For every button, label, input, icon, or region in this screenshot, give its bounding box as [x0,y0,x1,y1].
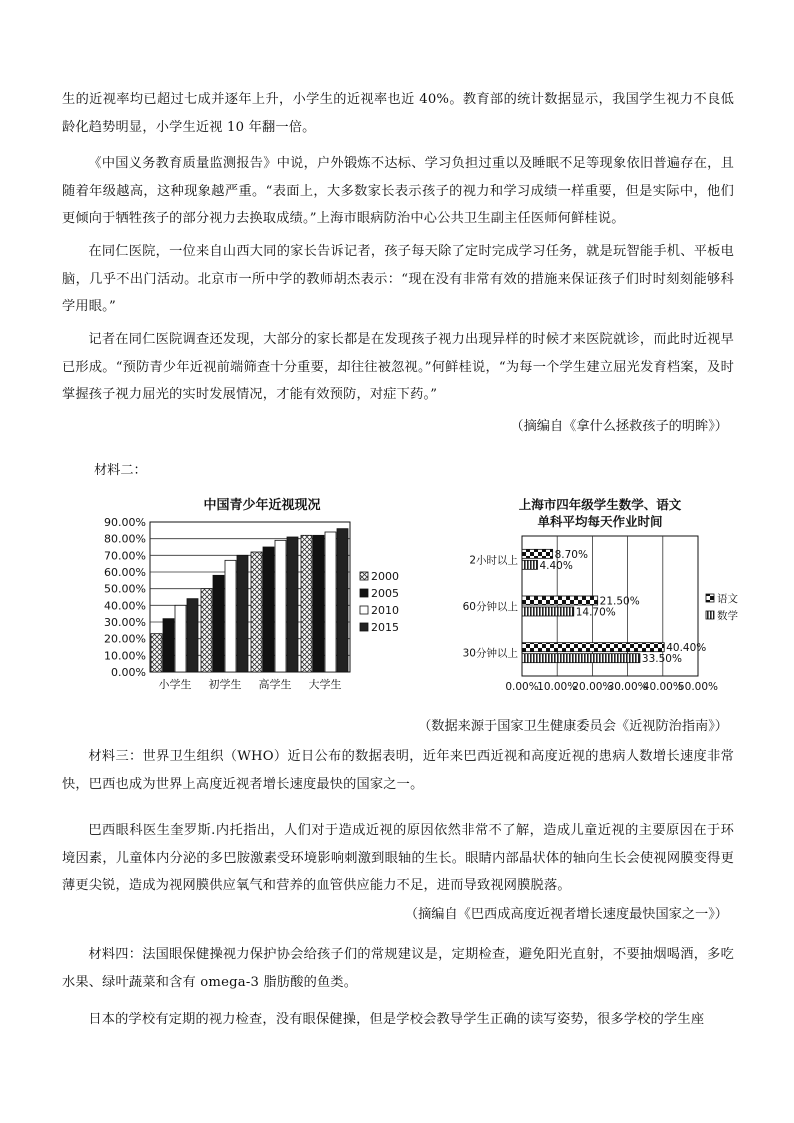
paragraph-2: 《中国义务教育质量监测报告》中说，户外锻炼不达标、学习负担过重以及睡眠不足等现象依旧普遍存在，且随着年级越高，这种现象越严重。“表面上，大多数家长表示孩子的视力和学习成绩一样重要，但是实际中，他们更倾向于牺牲孩子的部分视力去换取成绩。”上海市眼病防治中心公共卫生副主任医师何鲜桂说。 [62,156,734,226]
chart1-bar [263,547,274,672]
chart1-bar [163,619,174,672]
chart1-xtick-label: 大学生 [308,678,342,691]
chart1-legend-swatch [360,606,368,614]
homework-chart [462,492,750,697]
chart1-bar [275,540,286,672]
chart1-bar [313,535,324,672]
chart2-bar [522,560,537,569]
chart2-xtick-label: 50.00% [677,681,719,693]
paragraph-8: 日本的学校有定期的视力检查，没有眼保健操，但是学校会教导学生正确的读写姿势，很多学校的学生座 [88,1012,705,1027]
chart1-bar [175,605,186,672]
chart2-ytick-label: 60分钟以上 [462,601,518,613]
chart1-ytick-label: 70.00% [104,549,146,563]
chart2-legend-swatch [706,594,714,602]
chart1-ytick-label: 80.00% [104,532,146,546]
chart1-ytick-label: 60.00% [104,566,146,579]
chart1-xtick-label: 高学生 [258,678,292,691]
chart2-bar [522,643,664,652]
chart2-data-label: 4.40% [539,559,573,572]
chart1-bar [301,535,312,672]
material-2-label: 材料二： [94,463,147,478]
chart2-bar [522,607,574,616]
chart2-data-label: 8.70% [554,548,588,561]
paragraph-5: 材料三：世界卫生组织（WHO）近日公布的数据表明，近年来巴西近视和高度近视的患病人数增长速度非常快，巴西也成为世界上高度近视者增长速度最快的国家之一。 [62,749,734,792]
chart1-bar [325,532,336,672]
myopia-chart [92,492,432,697]
chart1-ytick-label: 0.00% [111,666,146,679]
chart2-bar [522,654,640,663]
chart2-xtick-label: 0.00% [505,681,539,693]
paragraph-4: 记者在同仁医院调查还发现，大部分的家长都是在发现孩子视力出现异样的时候才来医院就诊，而此时近视早已形成。“预防青少年近视前端筛查十分重要，却往往被忽视。”何鲜桂说，“为每一个学生建立屈光发育档案，及时掌握孩子视力屈光的实时发展情况，才能有效预防，对症下药。” [62,332,734,402]
chart1-legend-swatch [360,623,368,631]
chart2-ytick-label: 2小时以上 [469,554,518,567]
chart2-data-label: 21.50% [599,595,640,608]
chart1-title: 中国青少年近视现况 [203,498,321,513]
chart2-bar [522,549,553,558]
chart2-data-label: 40.40% [666,642,707,655]
chart1-legend-swatch [360,589,368,597]
chart1-bar [225,560,236,672]
chart2-bar [522,596,598,605]
paragraph-7: 材料四：法国眼保健操视力保护协会给孩子们的常规建议是，定期检查，避免阳光直射，不要抽烟喝酒，多吃水果、绿叶蔬菜和含有 omega-3 脂肪酸的鱼类。 [62,947,734,990]
chart1-legend-swatch [360,572,368,580]
chart1-bar [151,634,162,672]
chart1-xtick-label: 初学生 [208,678,242,691]
chart2-data-label: 33.50% [641,653,682,666]
paragraph-3: 在同仁医院，一位来自山西大同的家长告诉记者，孩子每天除了定时完成学习任务，就是玩智能手机、平板电脑，几乎不出门活动。北京市一所中学的教师胡杰表示：“现在没有非常有效的措施来保证孩子们时时刻刻能够科学用眼。” [62,244,734,314]
chart2-xtick-label: 10.00% [537,681,578,693]
chart2-ytick-label: 30分钟以上 [462,647,518,660]
chart1-bar [213,575,224,672]
paragraph-6: 巴西眼科医生奎罗斯.内托指出，人们对于造成近视的原因依然非常不了解，造成儿童近视的主要原因在于环境因素，儿童体内分泌的多巴胺激素受环境影响刺激到眼轴的生长。眼睛内部晶状体的轴向生长会使视网膜变得更薄更尖锐，造成为视网膜供应氧气和营养的血管供应能力不足，进而导致视网膜脱落。 [62,823,734,893]
chart2-data-label: 14.70% [575,606,616,619]
chart1-ytick-label: 20.00% [104,632,146,646]
chart1-ytick-label: 50.00% [104,582,146,596]
chart1-bar [237,555,248,672]
chart1-ytick-label: 30.00% [104,616,146,629]
source-note-3: （摘编自《巴西成高度近视者增长速度最快国家之一》） [404,907,728,922]
chart1-legend-label: 2000 [371,570,399,583]
chart2-legend-swatch [706,611,714,619]
chart2-xtick-label: 40.00% [642,681,683,693]
chart2-xtick-label: 30.00% [607,681,648,693]
chart1-legend-label: 2005 [371,587,399,600]
chart2-legend-label: 数学 [717,610,738,622]
chart2-title-line1: 上海市四年级学生数学、语文 [518,497,682,512]
chart2-legend-label: 语文 [717,593,738,605]
paragraph-1: 生的近视率均已超过七成并逐年上升，小学生的近视率也近 40%。教育部的统计数据显示，我国学生视力不良低龄化趋势明显，小学生近视 10 年翻一倍。 [62,92,734,135]
chart1-legend-label: 2010 [371,604,399,617]
chart1-legend-label: 2015 [371,621,399,634]
chart1-bar [187,599,198,672]
chart1-bar [287,537,298,672]
chart1-ytick-label: 90.00% [104,516,146,529]
chart1-bar [251,552,262,672]
chart1-bar [201,589,212,672]
chart1-bar [337,529,348,672]
source-note-2: （数据来源于国家卫生健康委员会《近视防治指南》） [418,719,728,734]
chart1-ytick-label: 10.00% [104,649,146,663]
chart2-title-line2: 单科平均每天作业时间 [537,514,663,529]
chart1-xtick-label: 小学生 [158,678,192,691]
chart1-ytick-label: 40.00% [104,599,146,613]
chart2-xtick-label: 20.00% [572,681,613,693]
source-note-1: （摘编自《拿什么拯救孩子的明眸》） [510,419,728,434]
